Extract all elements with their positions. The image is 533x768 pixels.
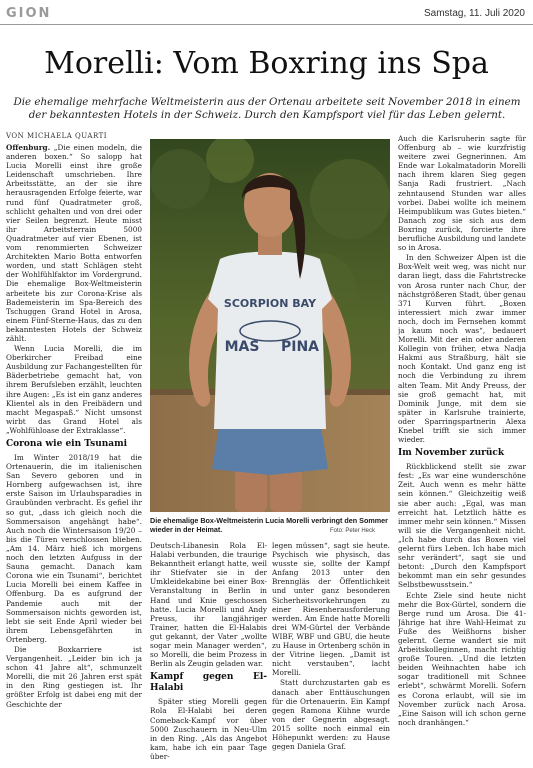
paragraph: Später stieg Morelli gegen Rola El-Halabi bei deren Comeback-Kampf vor über 5000 Zuschauern in Neu-Ulm in den Ring. „Als das Angebot kam, habe ich ein paar Tage über- xyxy=(150,697,267,761)
article-headline: Morelli: Vom Boxring ins Spa xyxy=(44,46,489,81)
shirt-print-line-3: PINA xyxy=(280,339,320,355)
paragraph: Wenn Lucia Morelli, die im Oberkircher Freibad eine Ausbildung zur Fachangestellten für Bäderbetriebe gemacht hat, von ihrem Berufsleben erzählt, leuchten ihre Augen: „Es ist ein ganz anderes Klientel als in den Freibädern und macht Megaspaß.“ Nicht umsonst wirbt das Grand Hotel als „Wohlfühloase der Extraklasse“. xyxy=(6,344,142,435)
photo-credit: Foto: Peter Heck xyxy=(330,528,376,534)
subheading-el-halabi: Kampf gegen El-Halabi xyxy=(150,672,267,694)
paragraph: Statt durchzustarten gab es danach aber Enttäuschungen für die Ortenauerin. Ein Kampf gegen Ramona Kühne wurde von der Gegnerin abgesagt. 2015 sollte noch einmal ein Höhepunkt werden: zu Hause gegen Daniela Graf. xyxy=(272,678,390,752)
subheading-november: Im November zurück xyxy=(398,448,505,459)
dateline: Offenburg. xyxy=(6,143,51,152)
paragraph: Die Boxkarriere ist Vergangenheit. „Leider bin ich ja schon 41 Jahre alt“, schmunzelt Morelli, die mit 26 Jahren erst spät in den Ring gestiegen ist. Ihr größter Erfolg ist dabei eng mit der Geschichte der xyxy=(6,644,142,709)
paragraph: Auch die Karlsruherin sagte für Offenburg ab – wie kurzfristig weitere zwei Gegnerinnen. Am Ende war Lokalmatadorin Morelli nach ihrem klaren Sieg gegen Sanja Radi frustriert. „Nach zehntausend Stunden war alles vorbei. Dabei wollte ich meinem Heimpublikum was Gutes bieten.“ Danach zog sie sich aus dem Boxring zurück, forcierte ihre berufliche Ausbildung und landete so in Arosa. xyxy=(398,134,526,253)
paragraph: legen müssen“, sagt sie heute. Psychisch wie physisch, das wusste sie, sollte der Kampf Anfang 2013 unter den Brenngläs der Öffentlichkeit und unter ganz besonderen Sicherheitsvorkehrungen zu einer Riesenherausforderung werden. Am Ende hatte Morelli drei WM-Gürtel der Verbände WIBF, WBF und GBU, die heute zu Hause in Ortenberg schön in der Vitrine liegen. „Damit ist nicht verstauben“, lacht Morelli. xyxy=(272,541,390,678)
article-byline: VON MICHAELA QUARTI xyxy=(6,132,108,140)
paragraph: Im Winter 2018/19 hat die Ortenauerin, die im italienischen San Severo geboren und in Hornberg aufgewachsen ist, ihre erste Saison im Urlaubsparadies in Graubünden verbracht. Es gefiel ihr so gut, „dass ich gleich noch die Sommersaison angehängt habe“. Auch noch die Wintersaison 19/20 – bis die Türen verschlossen blieben. „Am 14. März hieß ich morgens noch den letzten Aufguss in der Sauna gemacht. Danach kam Corona wie ein Tsunami“, berichtet Lucia Morelli bei einem Kaffee in Offenburg. Da es aufgrund der Pandemie auch mit der Sommersaison nichts geworden ist, lebt sie seit Ende April wieder bei ihrem Lebensgefährten in Ortenberg. xyxy=(6,453,142,644)
paragraph: Echte Ziele sind heute nicht mehr die Box-Gürtel, sondern die Berge rund um Arosa. Die 41-Jährige hat ihre Wahl-Heimat zu Fuße des Weißhorns bisher gelernt. Gerne wandert sie mit Arbeitskolleginnen, macht richtig große Touren. „Und die letzten beiden Weihnachten habe ich sogar traditionell mit Schnee erlebt“, schwärmt Morelli. Sofern es Corona erlaubt, will sie im November zurück nach Arosa. „Eine Saison will ich schon gerne noch dranhängen.“ xyxy=(398,590,526,727)
paragraph: Rückblickend stellt sie zwar fest: „Es war eine wunderschöne Zeit. Auch wenn es mehr hätte sein können.“ Gleichzeitig weiß sie aber auch: „Egal, was man erreicht hat. Letztlich hätte es immer mehr sein können.“ Missen will sie die Vergangenheit nicht. „Ich habe durch das Boxen viel gelernt fürs Leben. Ich habe mich sehr verändert“, sagt sie und betont: „Durch den Kampfsport bekommt man ein sehr gesundes Selbstbewusstsein.“ xyxy=(398,462,526,590)
shirt-print-line-2: MAS xyxy=(224,339,260,355)
article-standfirst: Die ehemalige mehrfache Weltmeisterin aus der Ortenau arbeitete seit November 2018 in einem der bekanntesten Hotels in der Schweiz. Durch den Kampfsport viel für das Leben gelernt. xyxy=(13,96,521,121)
article-photo xyxy=(150,139,390,512)
masthead-divider xyxy=(0,24,533,25)
paragraph: In den Schweizer Alpen ist die Box-Welt weit weg, was nicht nur daran liegt, dass die Fahrtstrecke von Arosa runter nach Chur, der nächstgrößeren Stadt, über genau 371 Kurven führt. „Boxen interessiert mich zwar immer noch, doch im Fernsehen kommt ja kaum noch was“, bedauert Morelli. Mit der ein oder anderen Kollegin von früher, etwa Nadja Hakmi aus Straßburg, hält sie noch Kontakt. Und ganz eng ist noch die Verbindung zu ihrem alten Team. Mit Andy Preuss, der sie groß gemacht hat, mit Dominik Junge, mit dem sie später in Karlsruhe trainierte, oder Sparringspartnerin Alexa Knebel trifft sie sich immer wieder. xyxy=(398,253,526,445)
publication-date: Samstag, 11. Juli 2020 xyxy=(424,8,525,19)
paragraph-text: „Die einen modeln, die anderen boxen.“ So salopp hat Lucia Morelli einst ihre große Leidenschaft umschrieben. Ihre Arbeitsstätte, an der sie ihre herausragenden Erfolge feierte, war rund fünf Quadratmeter groß, schlicht gehalten und von drei oder vier Seilen begrenzt. Heute misst ihr Arbeitsterrain 5000 Quadratmeter auf vier Ebenen, ist vom renommierten Schweizer Architekten Mario Botta entworfen worden, und statt Schlägen steht der Wohlfühlfaktor im Vordergrund. Die ehemalige Box-Weltmeisterin arbeitete bis zur Corona-Krise als Bademeisterin im Spa-Bereich des Tschuggen Grand Hotel in Arosa, einem Fünf-Sterne-Haus, das zu den bekanntesten Hotels der Schweiz zählt. xyxy=(6,143,142,343)
photo-illustration xyxy=(150,139,390,512)
jeans-shorts xyxy=(212,421,328,475)
article-column-3 xyxy=(272,541,390,763)
paragraph: Deutsch-Libanesin Rola El-Halabi verbunden, die traurige Bekanntheit erlangt hatte, weil ihr Stiefvater sie in der Umkleidekabine bei einer Box-Veranstaltung in Berlin in Hand und Knie geschossen hatte. Lucia Morelli und Andy Preuss, ihr langjähriger Trainer, hatten die El-Halabis gut gekannt, der Vater „wollte sogar mein Manager werden“, so Morelli, die beim Prozess in Berlin als Zeugin geladen war. xyxy=(150,541,267,669)
article-column-2 xyxy=(150,541,267,763)
shirt-print-line-1: SCORPION BAY xyxy=(223,297,317,310)
paragraph xyxy=(6,143,142,343)
article-column-4 xyxy=(398,134,526,763)
subheading-corona: Corona wie ein Tsunami xyxy=(6,439,128,449)
newspaper-section-name: GION xyxy=(6,6,52,21)
article-column-1 xyxy=(6,143,142,761)
photo-caption: Die ehemalige Box-Weltmeisterin Lucia Morelli verbringt den Sommer wieder in der Heimat. xyxy=(150,516,388,534)
